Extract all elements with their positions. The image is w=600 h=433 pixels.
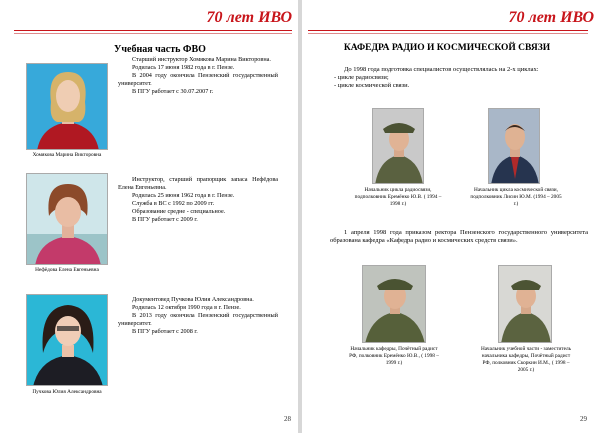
bio-line: Образование средне - специальное. [132,208,226,215]
bio-line: В ПГУ работает с 2009 г. [132,216,198,223]
bio-line: В ПГУ работает с 30.07.2007 г. [132,88,214,95]
portrait-caption: Начальник цикла радиосвязи, подполковник Еремёнко Ю.В. ( 1994 – 1998 г.) [354,187,442,207]
intro-text: До 1998 года подготовка специалистов осуществлялась на 2-х циклах: [344,66,539,73]
bio-line: В 2004 году окончила Пензенский государственный университет. [118,72,278,87]
portrait-caption: Начальник учебной части - заместитель начальника кафедры, Почётный радист РФ, полковник Скоркин И.М., ( 1998 – 2005 г.) [480,346,572,373]
bio-line: Инструктор, старший прапорщик запаса Нефёдова Елена Евгеньевна. [118,176,278,191]
bio-text [118,176,278,224]
portrait-photo [26,173,108,265]
list-item: - цикле радиосвязи; [334,74,389,81]
history-paragraph [330,229,588,245]
left-page [0,0,298,433]
portrait-photo [372,108,424,184]
right-page [302,0,600,433]
portrait-photo [26,294,108,386]
bio-line: Документовед Пучкова Юлия Александровна. [132,296,254,303]
list-item: - цикле космической связи. [334,82,410,89]
bio-line: Родилась 25 июня 1962 года в г. Пензе. [132,192,235,199]
bio-line: В 2013 году окончила Пензенский государственный университет. [118,312,278,327]
page-number: 28 [284,415,291,423]
bio-line: Родилась 12 октября 1990 года в г. Пензе. [132,304,241,311]
left-page-header: 70 лет ИВО [206,9,292,26]
header-rule-thin [14,33,292,34]
bio-line: Служба в ВС с 1992 по 2009 гг. [132,200,215,207]
portrait-caption: Пучкова Юлия Александровна [32,389,102,395]
page-number: 29 [580,415,587,423]
header-rule [308,30,588,31]
left-page-title: Учебная часть ФВО [114,44,206,55]
bio-line: В ПГУ работает с 2008 г. [132,328,198,335]
portrait-photo [488,108,540,184]
bio-text [118,56,278,96]
portrait-photo [498,265,552,343]
portrait-caption: Начальник кафедры, Почётный радист РФ, полковник Еремёнко Ю.В., ( 1998 – 1999 г.) [349,346,439,366]
intro-paragraph [330,66,588,90]
bio-text [118,296,278,336]
header-rule-thin [308,33,588,34]
portrait-photo [362,265,426,343]
right-page-title: КАФЕДРА РАДИО И КОСМИЧЕСКОЙ СВЯЗИ [343,43,551,53]
header-rule [14,30,292,31]
portrait-caption: Нефёдова Елена Евгеньевна [35,267,99,273]
bio-line: Родилась 17 июня 1982 года в г. Пензе. [132,64,235,71]
portrait-photo [26,63,108,150]
history-text: 1 апреля 1998 года приказом ректора Пензенского государственного университета образована кафедра «Кафедра радио и космических средств связи». [330,229,588,244]
portrait-caption: Хомякова Марина Викторовна [32,152,102,158]
portrait-caption: Начальник цикла космической связи, подполковник Лисин Ю.М. (1994 – 2005 г.) [470,187,562,207]
bio-line: Старший инструктор Хомякова Марина Викторовна. [132,56,271,63]
right-page-header: 70 лет ИВО [508,9,594,26]
